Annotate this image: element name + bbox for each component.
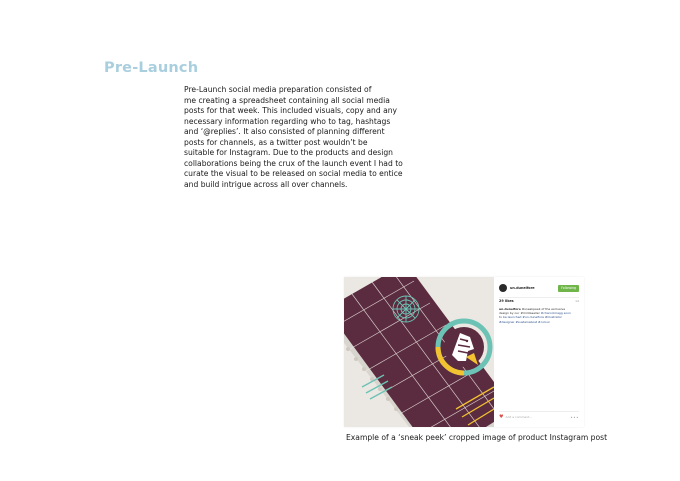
caption-text: #sneakpeek of the exclusive design by our #mintaseller <box>499 307 566 316</box>
post-age: 1d <box>575 299 579 303</box>
body-line: Pre-Launch social media preparation consisted of <box>184 85 372 94</box>
comment-row <box>499 411 579 422</box>
notebook-product-image <box>344 277 494 427</box>
body-line: posts for channels, as a twitter post wouldn’t be <box>184 137 368 147</box>
likes-count[interactable]: 29 likes <box>499 299 514 303</box>
body-line: necessary information regarding who to tag, hashtags <box>184 116 391 126</box>
likes-row <box>499 299 579 303</box>
body-line: and build intrigue across all over channels. <box>184 179 348 189</box>
body-line: me creating a spreadsheet containing all social media <box>184 95 390 105</box>
post-header <box>499 281 579 298</box>
instagram-post-sidebar <box>494 277 584 427</box>
body-line: suitable for Instagram. Due to the products and design <box>184 148 393 157</box>
body-line: curate the visual to be released on social media to entice <box>184 169 403 178</box>
notebook-illustration <box>344 277 494 427</box>
caption-hashtags[interactable]: #charcolmagg soon to be launched #un.dunelfore #illustrator #designer #sustainabost #colour <box>499 311 571 324</box>
username[interactable]: un.dunelfore <box>510 286 535 290</box>
figure-caption: Example of a ‘sneak peek’ cropped image of product Instagram post <box>346 433 608 442</box>
add-comment-input[interactable]: Add a comment... <box>505 415 533 419</box>
instagram-post-screenshot <box>344 277 584 427</box>
section-body <box>184 85 424 190</box>
following-button[interactable]: Following <box>558 285 579 292</box>
caption-username[interactable]: un.dunelfore <box>499 307 521 311</box>
body-line: collaborations being the crux of the launch event I had to <box>184 158 403 168</box>
more-dots-icon[interactable]: ••• <box>570 414 579 420</box>
body-line: posts for that week. This included visuals, copy and any <box>184 106 398 115</box>
body-line: and ‘@replies’. It also consisted of planning different <box>184 127 385 136</box>
heart-icon[interactable]: ♥ <box>499 413 504 420</box>
avatar[interactable] <box>499 284 507 292</box>
section-heading: Pre-Launch <box>104 60 199 76</box>
post-caption <box>499 307 571 324</box>
